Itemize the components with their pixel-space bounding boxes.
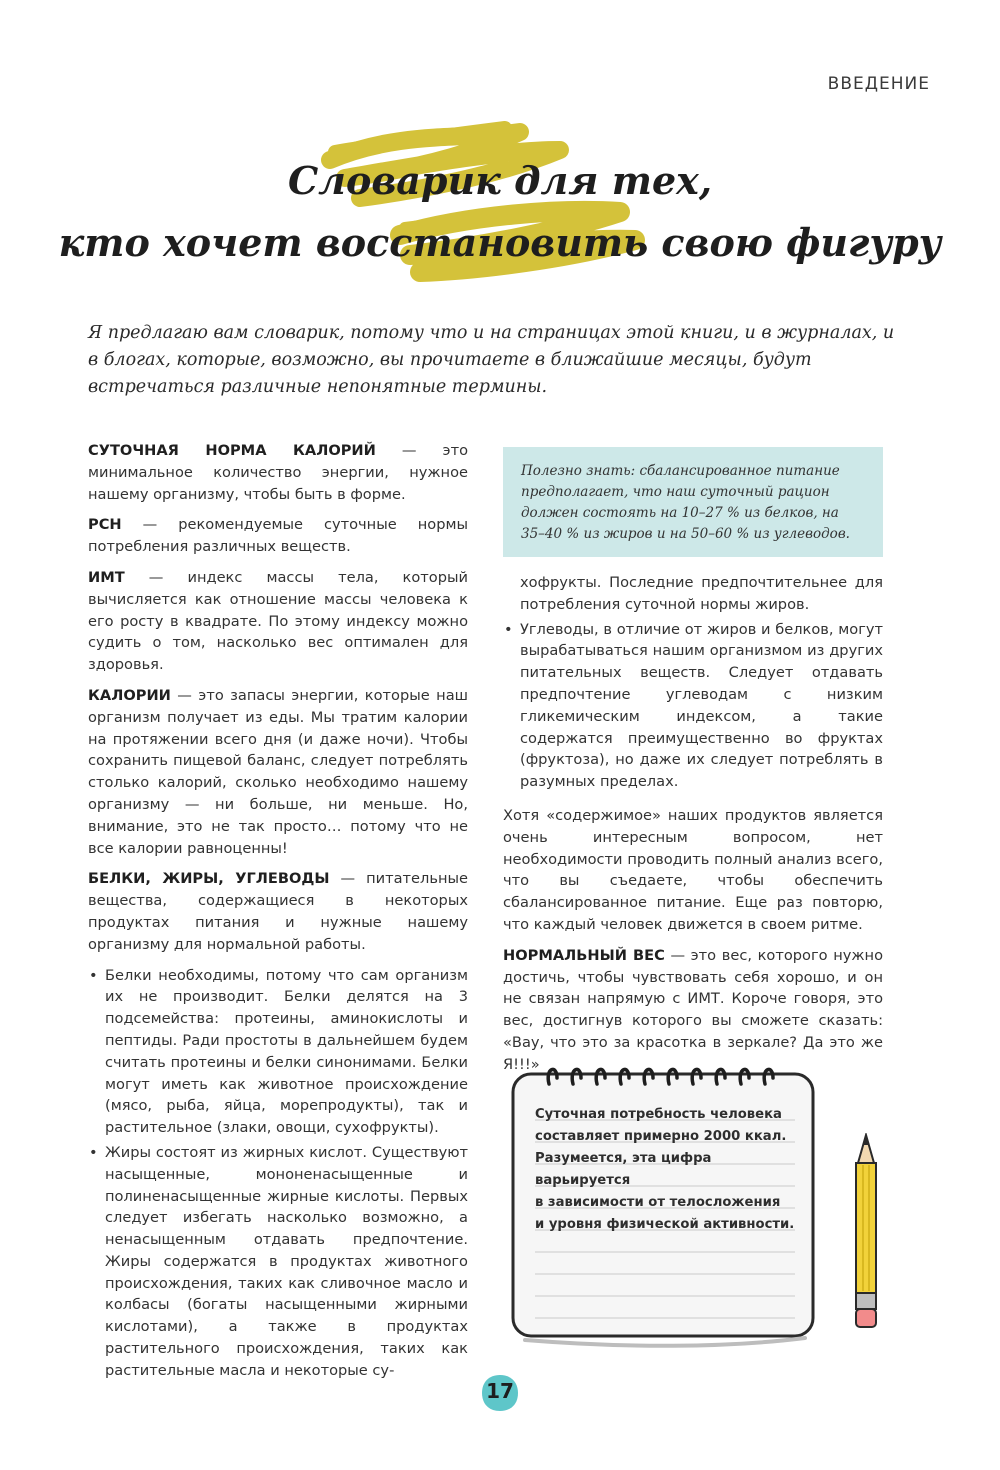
page-number-badge (480, 1373, 520, 1413)
notebook-line: в зависимости от телосложения (535, 1195, 781, 1210)
notebook-line: и уровня физической активности. (535, 1217, 795, 1232)
term: НОРМАЛЬНЫЙ ВЕС (503, 946, 665, 964)
intro-paragraph: Я предлагаю вам словарик, потому что и на страницах этой книги, и в журналах, и в блогах, которые, возможно, вы прочитаете в ближайшие месяцы, будут встречаться различные непонятные термины. (88, 323, 895, 397)
list-continuation: хофрукты. Последние предпочтительнее для потребления суточной нормы жиров. (520, 574, 883, 613)
title-line-2: кто хочет восстановить свою фигуру (58, 220, 942, 265)
definition-normal-weight (503, 945, 883, 1076)
nutrients-list-continued (503, 619, 883, 793)
notebook-note (505, 1060, 825, 1350)
notebook-line: Разумеется, эта цифра варьируется (535, 1151, 712, 1188)
definition-nutrients (88, 868, 468, 955)
definition-text: — рекомендуемые суточные нормы потребления различных веществ. (88, 516, 468, 556)
nutrients-list (88, 965, 468, 1382)
notebook-text (535, 1104, 805, 1236)
definition-text: — это запасы энергии, которые наш организм получает из еды. Мы тратим калории на протяжении всего дня (и даже ночи). Чтобы сохранить пищевой баланс, следует потреблять столько калорий, сколько необходимо нашему организму — ни больше, ни меньше. Но, внимание, это не так просто… потому что не все калории равноценны! (88, 686, 468, 857)
definition-text: — индекс массы тела, который вычисляется как отношение массы человека к его росту в квадрате. По этому индексу можно судить о том, насколько вес оптимален для здоровья. (88, 568, 468, 674)
notebook-line: составляет примерно 2000 ккал. (535, 1129, 787, 1144)
title-block (0, 120, 1000, 290)
definition-imt (88, 567, 468, 676)
pencil-icon (848, 1133, 884, 1333)
section-label: ВВЕДЕНИЕ (827, 74, 930, 94)
definition-text: — питательные вещества, содержащиеся в некоторых продуктах питания и нужные нашему организму для нормальной работы. (88, 870, 468, 953)
tip-box: Полезно знать: сбалансированное питание предполагает, что наш суточный рацион должен состоять на 10–27 % из белков, на 35–40 % из жиров и на 50–60 % из углеводов. (503, 447, 883, 557)
page-number: 17 (486, 1379, 514, 1403)
definition-text: — это минимальное количество энергии, нужное нашему организму, чтобы быть в форме. (88, 442, 468, 503)
list-item: • Углеводы, в отличие от жиров и белков, могут вырабатываться нашим организмом из других питательных веществ. Следует отдавать предпочтение углеводам с низким гликемическим индексом, а такие содержатся преимущественно во фруктах (фруктоза), но даже их следует потреблять в разумных пределах. (503, 619, 883, 793)
notebook-line: Суточная потребность человека (535, 1107, 782, 1122)
definition-rsn (88, 514, 468, 558)
right-column (503, 572, 883, 1085)
definition-calories (88, 685, 468, 859)
term: СУТОЧНАЯ НОРМА КАЛОРИЙ (88, 442, 376, 459)
title-line-1: Словарик для тех, (287, 158, 713, 203)
term: БЕЛКИ, ЖИРЫ, УГЛЕВОДЫ (88, 870, 330, 888)
definition-text: — это вес, которого нужно достичь, чтобы чувствовать себя хорошо, и он не связан напрямую с ИМТ. Короче говоря, это вес, достигнув которого вы сможете сказать: «Вау, что это за красотка в зеркале? Да это же Я!!!» (503, 946, 884, 1073)
term: ИМТ (88, 568, 125, 586)
left-column (88, 440, 468, 1394)
definition-daily-norm (88, 440, 468, 505)
term: РСН (88, 516, 122, 534)
content-paragraph: Хотя «содержимое» наших продуктов является очень интересным вопросом, нет необходимости проводить полный анализ всего, что вы съедаете, чтобы обеспечить сбалансированное питание. Еще раз повторю, что каждый человек движется в своем ритме. (503, 806, 883, 933)
term: КАЛОРИИ (88, 686, 171, 704)
page-title (0, 150, 1000, 274)
list-item: • Белки необходимы, потому что сам организм их не производит. Белки делятся на 3 подсемейства: протеины, аминокислоты и пептиды. Ради простоты в дальнейшем будем считать протеины и белки синонимами. Белки могут иметь как животное происхождение (мясо, рыба, яйца, морепродукты), так и растительное (злаки, овощи, сухофрукты). (88, 965, 468, 1139)
list-item: • Жиры состоят из жирных кислот. Существуют насыщенные, мононенасыщенные и полиненасыщенные жирные кислоты. Первых следует избегать насколько возможно, а ненасыщенным отдавать предпочтение. Жиры содержатся в продуктах животного происхождения, таких как сливочное масло и колбасы (богаты насыщенными жирными кислотами), а также в продуктах растительного происхождения, таких как растительные масла и некоторые су- (88, 1142, 468, 1382)
